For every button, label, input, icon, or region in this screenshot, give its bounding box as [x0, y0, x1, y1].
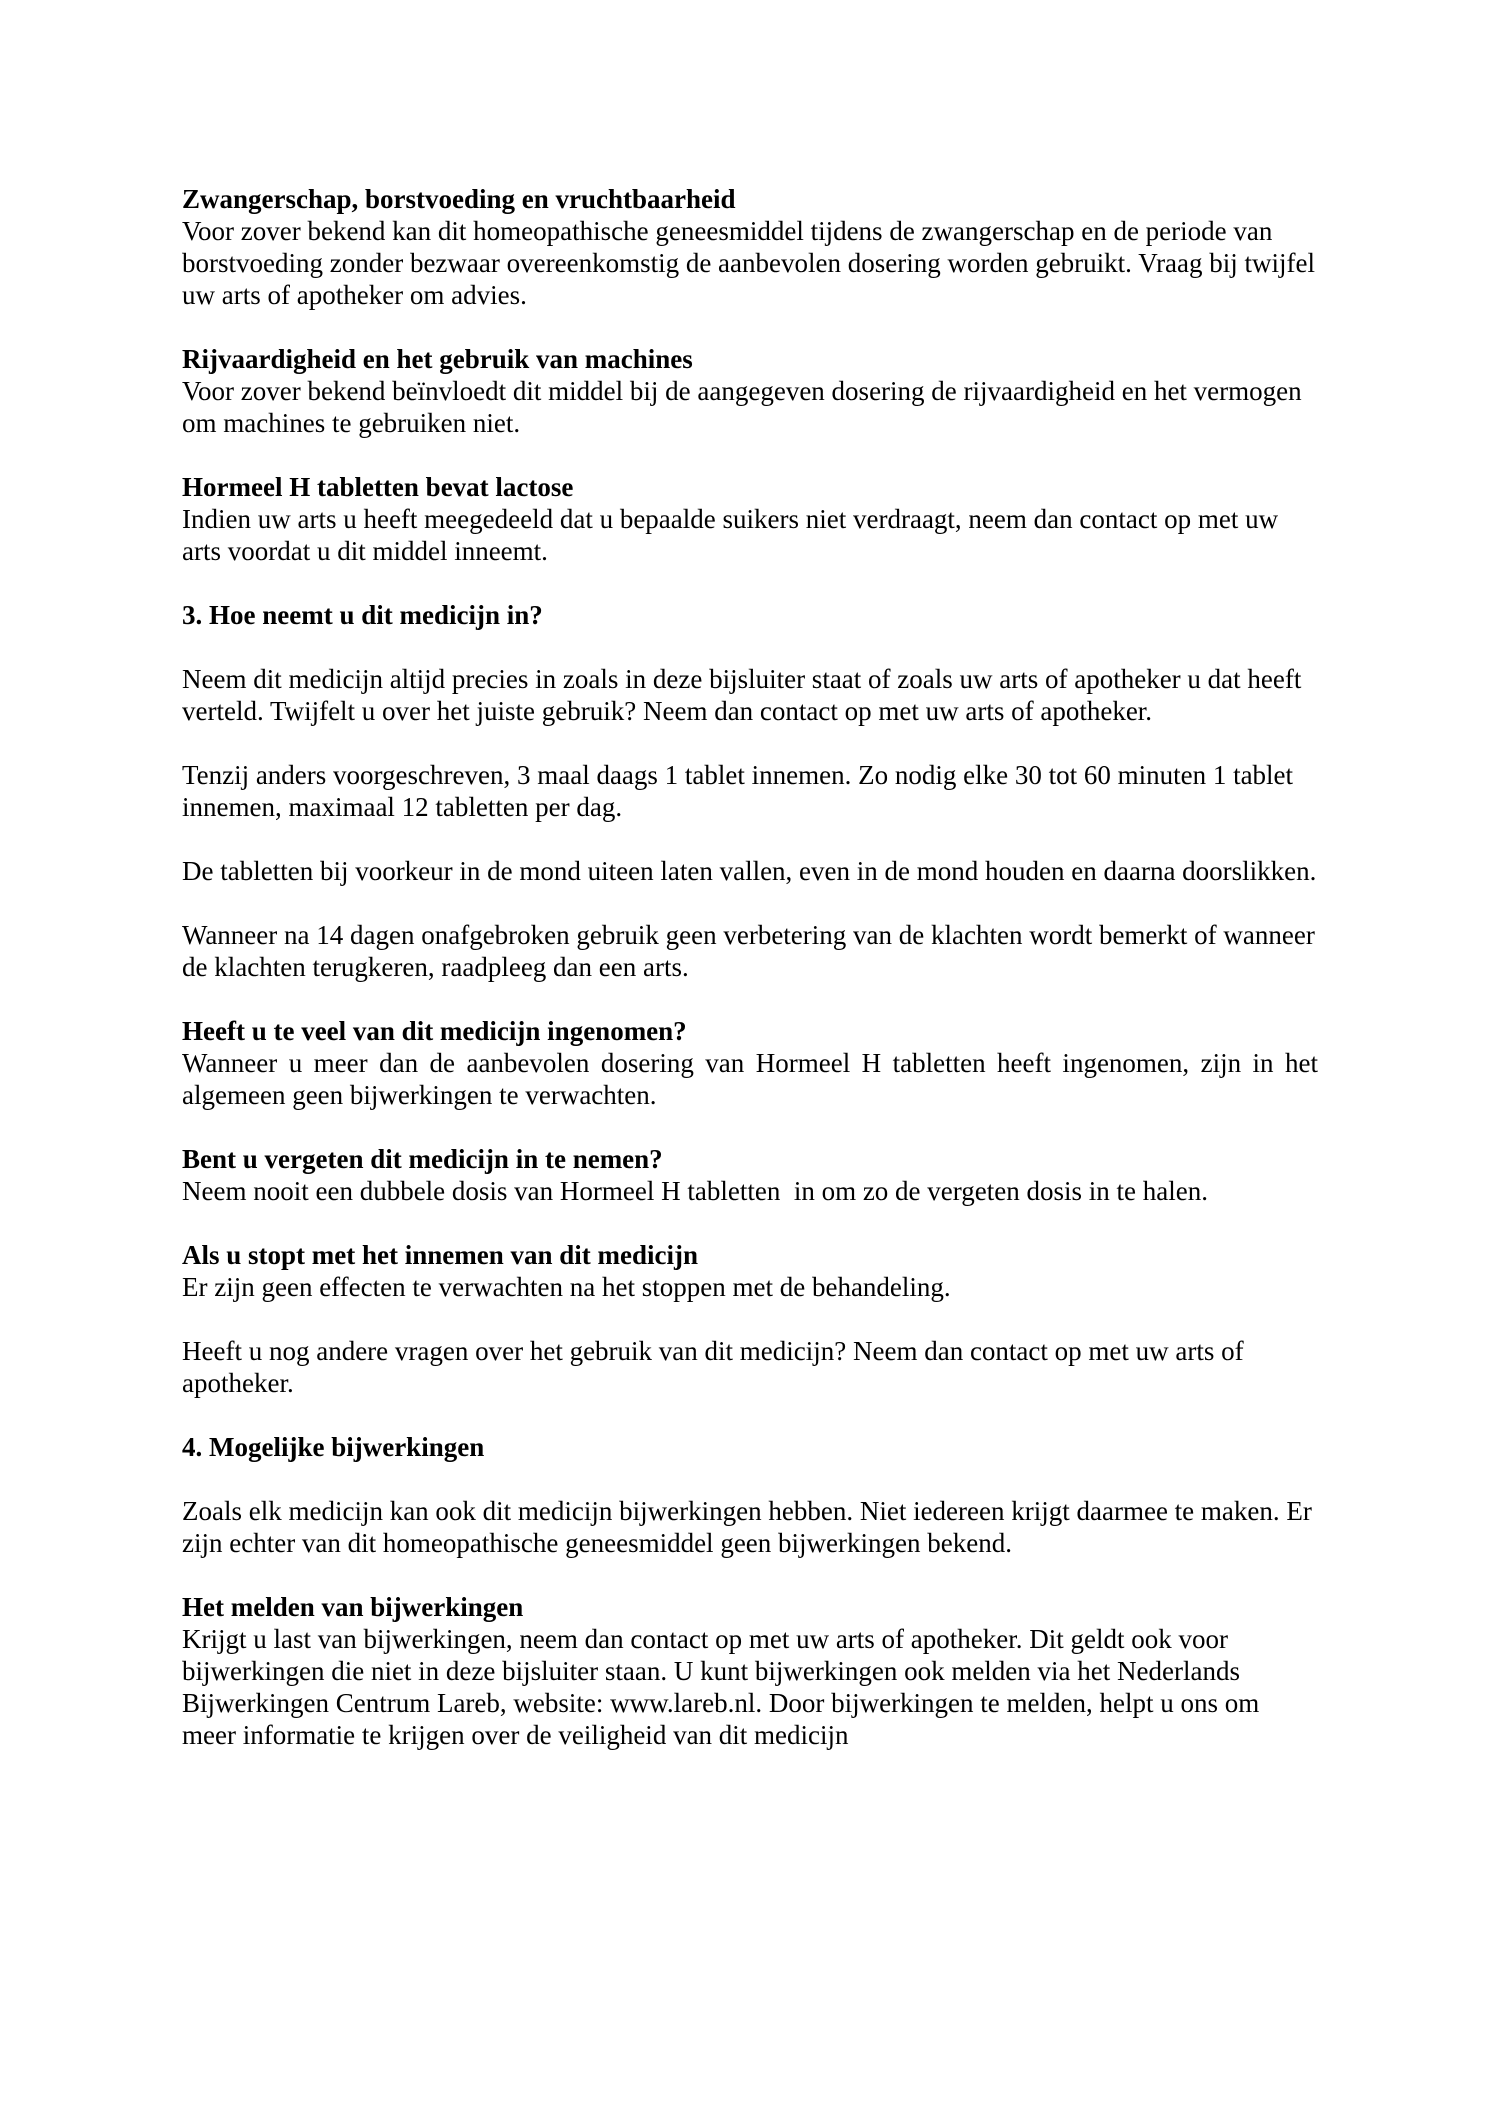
para-te-veel-ingenomen: Wanneer u meer dan de aanbevolen dosering van Hormeel H tabletten heeft ingenomen, zijn in het algemeen geen bijwerkingen te verwachten. [182, 1048, 1318, 1110]
para-melden-van-bijwerkingen: Krijgt u last van bijwerkingen, neem dan contact op met uw arts of apotheker. Dit geldt ook voor bijwerkingen die niet in deze bijsluiter staan. U kunt bijwerkingen ook melden via het Nederlands Bijwerkingen Centrum Lareb, website: www.lareb.nl. Door bijwerkingen te melden, helpt u ons om meer informatie te krijgen over de veiligheid van dit medicijn [182, 1624, 1260, 1750]
section-heading-3-hoe-neemt-u: 3. Hoe neemt u dit medicijn in? [182, 600, 543, 630]
para-als-u-stopt: Er zijn geen effecten te verwachten na het stoppen met de behandeling. [182, 1272, 951, 1302]
subheading-melden-van-bijwerkingen: Het melden van bijwerkingen [182, 1592, 524, 1622]
subheading-rijvaardigheid: Rijvaardigheid en het gebruik van machines [182, 344, 693, 374]
para-rijvaardigheid: Voor zover bekend beïnvloedt dit middel bij de aangegeven dosering de rijvaardigheid en het vermogen om machines te gebruiken niet. [182, 376, 1302, 438]
para-gebruik-algemeen: Neem dit medicijn altijd precies in zoals in deze bijsluiter staat of zoals uw arts of apotheker u dat heeft verteld. Twijfelt u over het juiste gebruik? Neem dan contact op met uw arts of apotheker. [182, 664, 1302, 726]
subheading-als-u-stopt: Als u stopt met het innemen van dit medicijn [182, 1240, 699, 1270]
para-bijwerkingen-algemeen: Zoals elk medicijn kan ook dit medicijn bijwerkingen hebben. Niet iedereen krijgt daarmee te maken. Er zijn echter van dit homeopathische geneesmiddel geen bijwerkingen bekend. [182, 1496, 1312, 1558]
subheading-te-veel-ingenomen: Heeft u te veel van dit medicijn ingenomen? [182, 1016, 687, 1046]
section-heading-4-mogelijke-bijwerkingen: 4. Mogelijke bijwerkingen [182, 1432, 485, 1462]
subheading-vergeten-in-te-nemen: Bent u vergeten dit medicijn in te nemen? [182, 1144, 663, 1174]
para-vergeten-in-te-nemen: Neem nooit een dubbele dosis van Hormeel H tabletten in om zo de vergeten dosis in te halen. [182, 1176, 1208, 1206]
para-andere-vragen: Heeft u nog andere vragen over het gebruik van dit medicijn? Neem dan contact op met uw arts of apotheker. [182, 1336, 1244, 1398]
para-lactose: Indien uw arts u heeft meegedeeld dat u bepaalde suikers niet verdraagt, neem dan contact op met uw arts voordat u dit middel inneemt. [182, 504, 1279, 566]
para-zwangerschap: Voor zover bekend kan dit homeopathische geneesmiddel tijdens de zwangerschap en de periode van borstvoeding zonder bezwaar overeenkomstig de aanbevolen dosering worden gebruikt. Vraag bij twijfel uw arts of apotheker om advies. [182, 216, 1316, 310]
para-14-dagen: Wanneer na 14 dagen onafgebroken gebruik geen verbetering van de klachten wordt bemerkt of wanneer de klachten terugkeren, raadpleeg dan een arts. [182, 920, 1315, 982]
subheading-lactose: Hormeel H tabletten bevat lactose [182, 472, 574, 502]
para-dosering: Tenzij anders voorgeschreven, 3 maal daags 1 tablet innemen. Zo nodig elke 30 tot 60 minuten 1 tablet innemen, maximaal 12 tabletten per dag. [182, 760, 1294, 822]
para-wijze-van-innemen: De tabletten bij voorkeur in de mond uiteen laten vallen, even in de mond houden en daarna doorslikken. [182, 856, 1317, 886]
leaflet-text-column [182, 183, 1318, 1751]
subheading-zwangerschap: Zwangerschap, borstvoeding en vruchtbaarheid [182, 184, 736, 214]
